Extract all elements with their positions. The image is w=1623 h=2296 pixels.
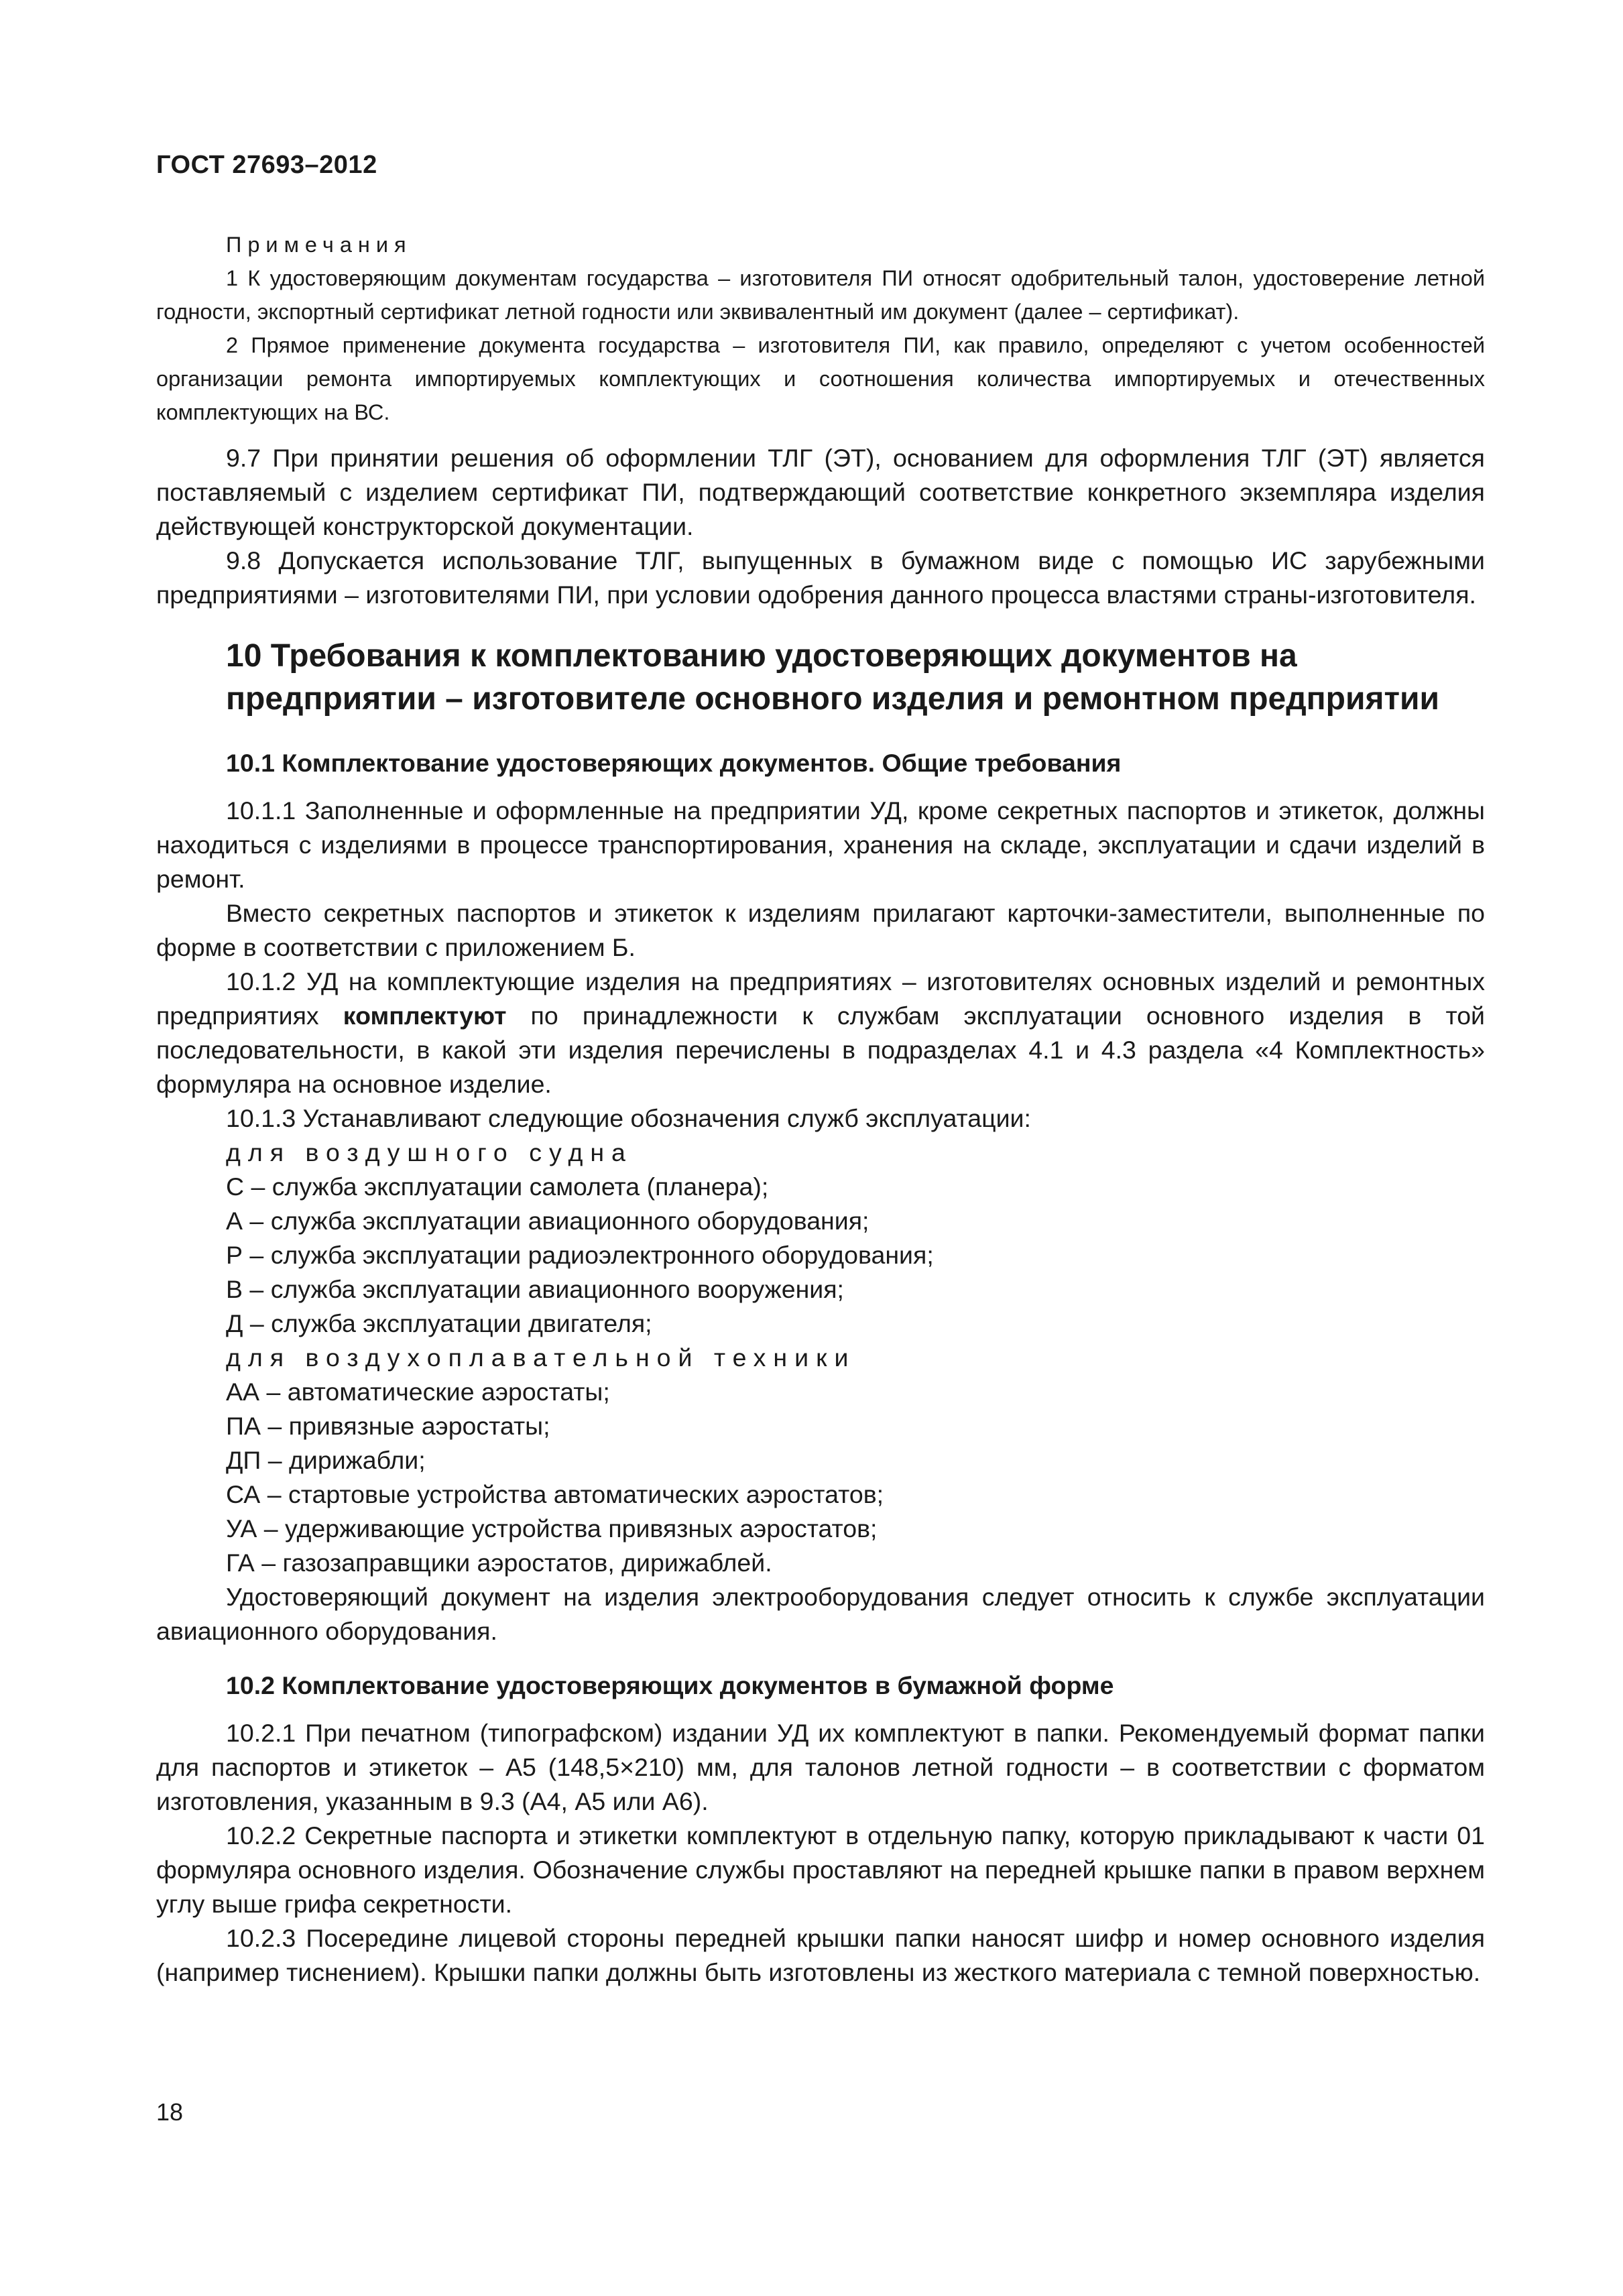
bold-term: комплектуют: [343, 1002, 507, 1030]
paragraph-10-1-2: [156, 965, 1485, 1101]
text-run: по принадлежности к службам эксплуатации основного изделия в той последовательности, в какой эти изделия перечислены в подразделах 4.1 и 4.3 раздела «4 Комплектность» формуляра на основное изделие.: [156, 1002, 1486, 1098]
paragraph-9-7: 9.7 При принятии решения об оформлении ТЛГ (ЭТ), основанием для оформления ТЛГ (ЭТ) является поставляемый с изделием сертификат ПИ, подтверждающий соответствие конкретного экземпляра изделия действующей конструкторской документации.: [156, 444, 1485, 540]
list-item: В – служба эксплуатации авиационного вооружения;: [226, 1275, 844, 1303]
group-title-aeronautics: для воздухоплавательной техники: [226, 1343, 856, 1372]
paragraph-10-1-3: 10.1.3 Устанавливают следующие обозначения служб эксплуатации:: [226, 1104, 1031, 1132]
notes-title: Примечания: [226, 233, 412, 257]
paragraph-electrical-equipment: Удостоверяющий документ на изделия электрооборудования следует относить к службе эксплуатации авиационного оборудования.: [156, 1583, 1485, 1645]
list-item: Р – служба эксплуатации радиоэлектронного оборудования;: [226, 1241, 934, 1269]
paragraph-10-2-3: 10.2.3 Посередине лицевой стороны передней крышки папки наносят шифр и номер основного изделия (например тиснением). Крышки папки должны быть изготовлены из жесткого материала с темной поверхностью.: [156, 1924, 1485, 1986]
list-item: ДП – дирижабли;: [226, 1446, 426, 1474]
list-item: Д – служба эксплуатации двигателя;: [226, 1309, 652, 1337]
page-number: 18: [156, 2098, 184, 2126]
list-item: ГА – газозаправщики аэростатов, дирижаблей.: [226, 1549, 772, 1577]
paragraph-10-2-2: 10.2.2 Секретные паспорта и этикетки комплектуют в отдельную папку, которую прикладывают к части 01 формуляра основного изделия. Обозначение службы проставляют на передней крышке папки в правом верхнем углу выше грифа секретности.: [156, 1821, 1485, 1918]
list-item: ПА – привязные аэростаты;: [226, 1412, 550, 1440]
group-title-aircraft: для воздушного судна: [226, 1138, 633, 1166]
paragraph-10-2-1: 10.2.1 При печатном (типографском) издании УД их комплектуют в папки. Рекомендуемый формат папки для паспортов и этикеток – А5 (148,5×210) мм, для талонов летной годности – в соответствии с форматом изготовления, указанным в 9.3 (А4, А5 или А6).: [156, 1719, 1485, 1815]
note-item: 1 К удостоверяющим документам государства – изготовителя ПИ относят одобрительный талон, удостоверение летной годности, экспортный сертификат летной годности или эквивалентный им документ (далее – сертификат).: [156, 266, 1485, 324]
notes-block: [156, 228, 1485, 429]
subsection-10-1-body: [156, 794, 1485, 1648]
paragraph-9-8: 9.8 Допускается использование ТЛГ, выпущенных в бумажном виде с помощью ИС зарубежными предприятиями – изготовителями ПИ, при условии одобрения данного процесса властями страны-изготовителя.: [156, 546, 1485, 609]
subsection-10-1-title: 10.1 Комплектование удостоверяющих документов. Общие требования: [226, 749, 1122, 777]
page-content: [156, 228, 1485, 1990]
list-item: С – служба эксплуатации самолета (планера);: [226, 1172, 769, 1201]
section-9-paragraphs: [156, 441, 1485, 612]
paragraph-substitute-cards: Вместо секретных паспортов и этикеток к изделиям прилагают карточки-заместители, выполненные по форме в соответствии с приложением Б.: [156, 899, 1485, 961]
paragraph-10-1-1: 10.1.1 Заполненные и оформленные на предприятии УД, кроме секретных паспортов и этикеток, должны находиться с изделиями в процессе транспортирования, хранения на складе, эксплуатации и сдачи изделий в ремонт.: [156, 796, 1485, 893]
list-item: СА – стартовые устройства автоматических аэростатов;: [226, 1480, 884, 1508]
list-item: УА – удерживающие устройства привязных аэростатов;: [226, 1514, 878, 1543]
note-item: 2 Прямое применение документа государства – изготовителя ПИ, как правило, определяют с учетом особенностей организации ремонта импортируемых комплектующих и соотношения количества импортируемых и отечественных комплектующих на ВС.: [156, 333, 1485, 424]
document-header: ГОСТ 27693–2012: [156, 151, 377, 179]
subsection-10-2-title: 10.2 Комплектование удостоверяющих документов в бумажной форме: [226, 1671, 1114, 1699]
list-item: АА – автоматические аэростаты;: [226, 1378, 610, 1406]
subsection-10-2-body: [156, 1716, 1485, 1990]
text-run: 10.1.2 УД на комплектующие изделия на предприятиях – изготовителях основных изделий и ремонтных предприятиях: [156, 967, 1485, 1030]
list-item: А – служба эксплуатации авиационного оборудования;: [226, 1207, 869, 1235]
section-10-title: 10 Требования к комплектованию удостоверяющих документов на предприятии – изготовителе основного изделия и ремонтном предприятии: [226, 638, 1440, 717]
